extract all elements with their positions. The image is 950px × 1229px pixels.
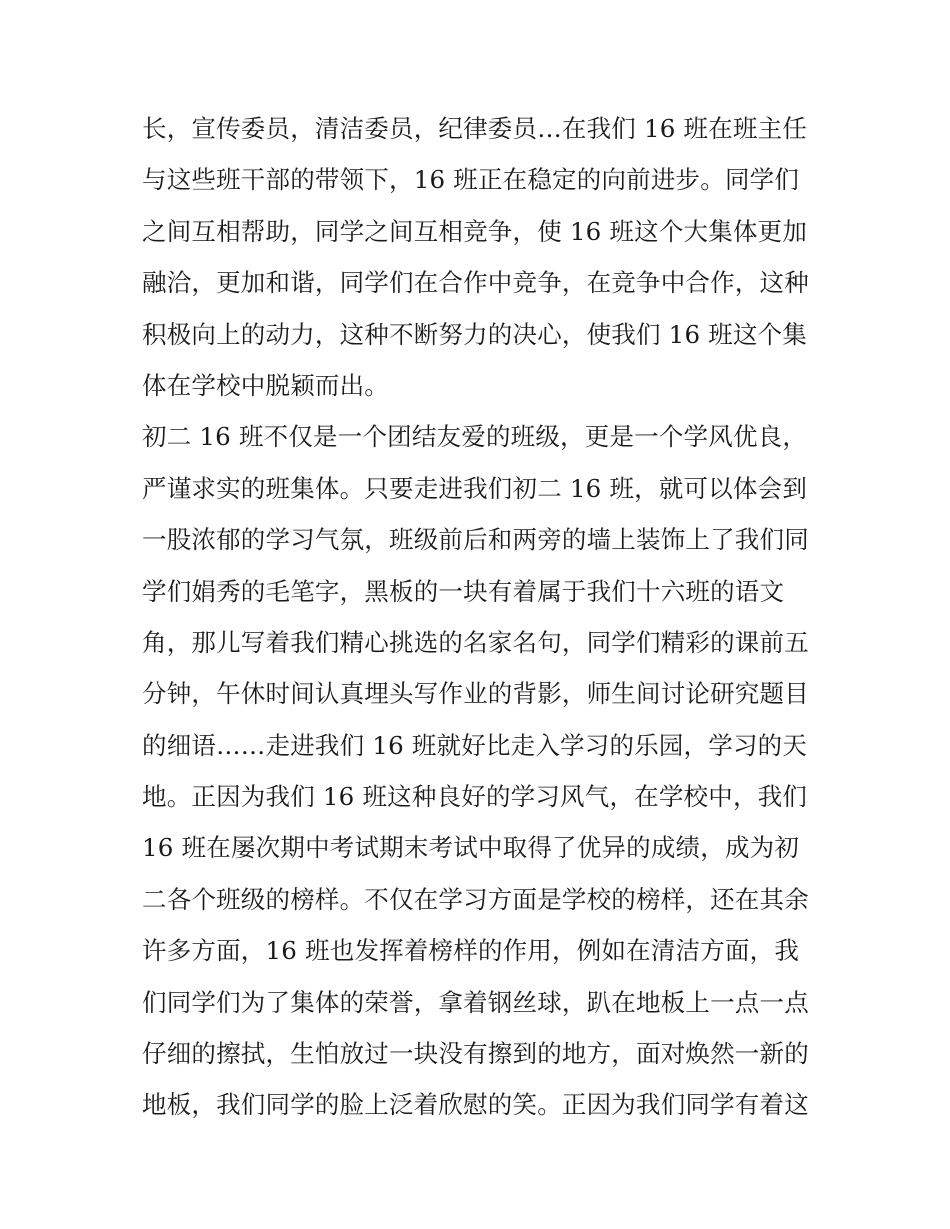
text-line: 一股浓郁的学习气氛，班级前后和两旁的墙上装饰上了我们同 [142,525,809,555]
text-line: 融洽，更加和谐，同学们在合作中竞争，在竞争中合作，这种 [142,268,809,298]
text-line: 地。正因为我们 16 班这种良好的学习风气，在学校中，我们 [142,782,808,812]
text-line: 积极向上的动力，这种不断努力的决心，使我们 16 班这个集 [142,319,808,349]
text-line: 学们娟秀的毛笔字，黑板的一块有着属于我们十六班的语文 [142,576,785,606]
text-line: 仔细的擦拭，生怕放过一块没有擦到的地方，面对焕然一新的 [142,1039,809,1069]
text-line: 二各个班级的榜样。不仅在学习方面是学校的榜样，还在其余 [142,884,809,914]
text-line: 与这些班干部的带领下，16 班正在稳定的向前进步。同学们 [142,165,800,195]
text-line: 们同学们为了集体的荣誉，拿着钢丝球，趴在地板上一点一点 [142,987,809,1017]
text-line: 之间互相帮助，同学之间互相竞争，使 16 班这个大集体更加 [142,216,808,246]
body-text [142,103,822,1131]
text-line: 体在学校中脱颖而出。 [142,370,389,400]
text-line: 角，那儿写着我们精心挑选的名家名句，同学们精彩的课前五 [142,627,809,657]
text-line: 地板，我们同学的脸上泛着欣慰的笑。正因为我们同学有着这 [142,1090,809,1120]
text-line: 的细语……走进我们 16 班就好比走入学习的乐园，学习的天 [142,730,808,760]
text-line: 分钟，午休时间认真埋头写作业的背影，师生间讨论研究题目 [142,679,809,709]
text-line: 长，宣传委员，清洁委员，纪律委员…在我们 16 班在班主任 [142,114,808,143]
text-line: 初二 16 班不仅是一个团结友爱的班级，更是一个学风优良， [142,422,808,452]
text-line: 16 班在屡次期中考试期末考试中取得了优异的成绩，成为初 [142,833,800,863]
text-line: 许多方面，16 班也发挥着榜样的作用，例如在清洁方面，我 [142,936,800,966]
text-line: 严谨求实的班集体。只要走进我们初二 16 班，就可以体会到 [142,473,808,503]
